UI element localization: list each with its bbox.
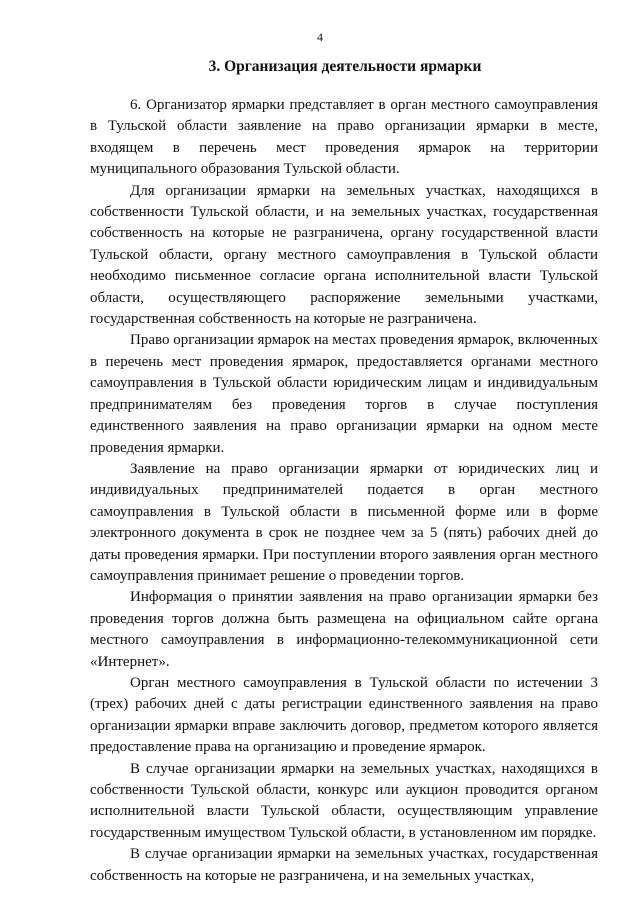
paragraph: Право организации ярмарок на местах проведения ярмарок, включенных в перечень мест проведения ярмарок, предоставляется органами местного самоуправления в Тульской области юридическим лицам и индивидуальным предпринимателям без проведения торгов в случае поступления единственного заявления на право организации ярмарки на одном месте проведения ярмарки. — [90, 332, 598, 456]
paragraph: Для организации ярмарки на земельных участках, находящихся в собственности Тульской области, и на земельных участках, государственная собственность на которые не разграничена, органу государственной власти Тульской области, органу местного самоуправления в Тульской области необходимо письменное согласие органа исполнительной власти Тульской области, осуществляющего распоряжение земельными участками, государственная собственность на которые не разграничена. — [90, 182, 598, 328]
section-heading: 3. Организация деятельности ярмарки — [208, 58, 482, 75]
document-body — [90, 95, 598, 887]
paragraph: Информация о принятии заявления на право организации ярмарки без проведения торгов должна быть размещена на официальном сайте органа местного самоуправления в информационно-телекоммуникационной сети «Интернет». — [90, 589, 598, 670]
paragraph: Заявление на право организации ярмарки от юридических лиц и индивидуальных предпринимателей подается в орган местного самоуправления в Тульской области в письменной форме или в форме электронного документа в срок не позднее чем за 5 (пять) рабочих дней до даты проведения ярмарки. При поступлении второго заявления орган местного самоуправления принимает решение о проведении торгов. — [90, 460, 598, 584]
paragraph: В случае организации ярмарки на земельных участках, государственная собственность на которые не разграничена, и на земельных участках, — [90, 846, 598, 884]
paragraph: Орган местного самоуправления в Тульской области по истечении 3 (трех) рабочих дней с даты регистрации единственного заявления на право организации ярмарки вправе заключить договор, предметом которого является предоставление права на организацию и проведение ярмарок. — [90, 674, 598, 756]
paragraph: В случае организации ярмарки на земельных участках, находящихся в собственности Тульской области, конкурс или аукцион проводится органом исполнительной власти Тульской области, осуществляющим управление государственным имуществом Тульской области, в установленном им порядке. — [90, 760, 598, 841]
paragraph: 6. Организатор ярмарки представляет в орган местного самоуправления в Тульской области заявление на право организации ярмарки в месте, входящем в перечень мест проведения ярмарок на территории муниципального образования Тульской области. — [90, 97, 598, 178]
page-number: 4 — [317, 30, 323, 44]
